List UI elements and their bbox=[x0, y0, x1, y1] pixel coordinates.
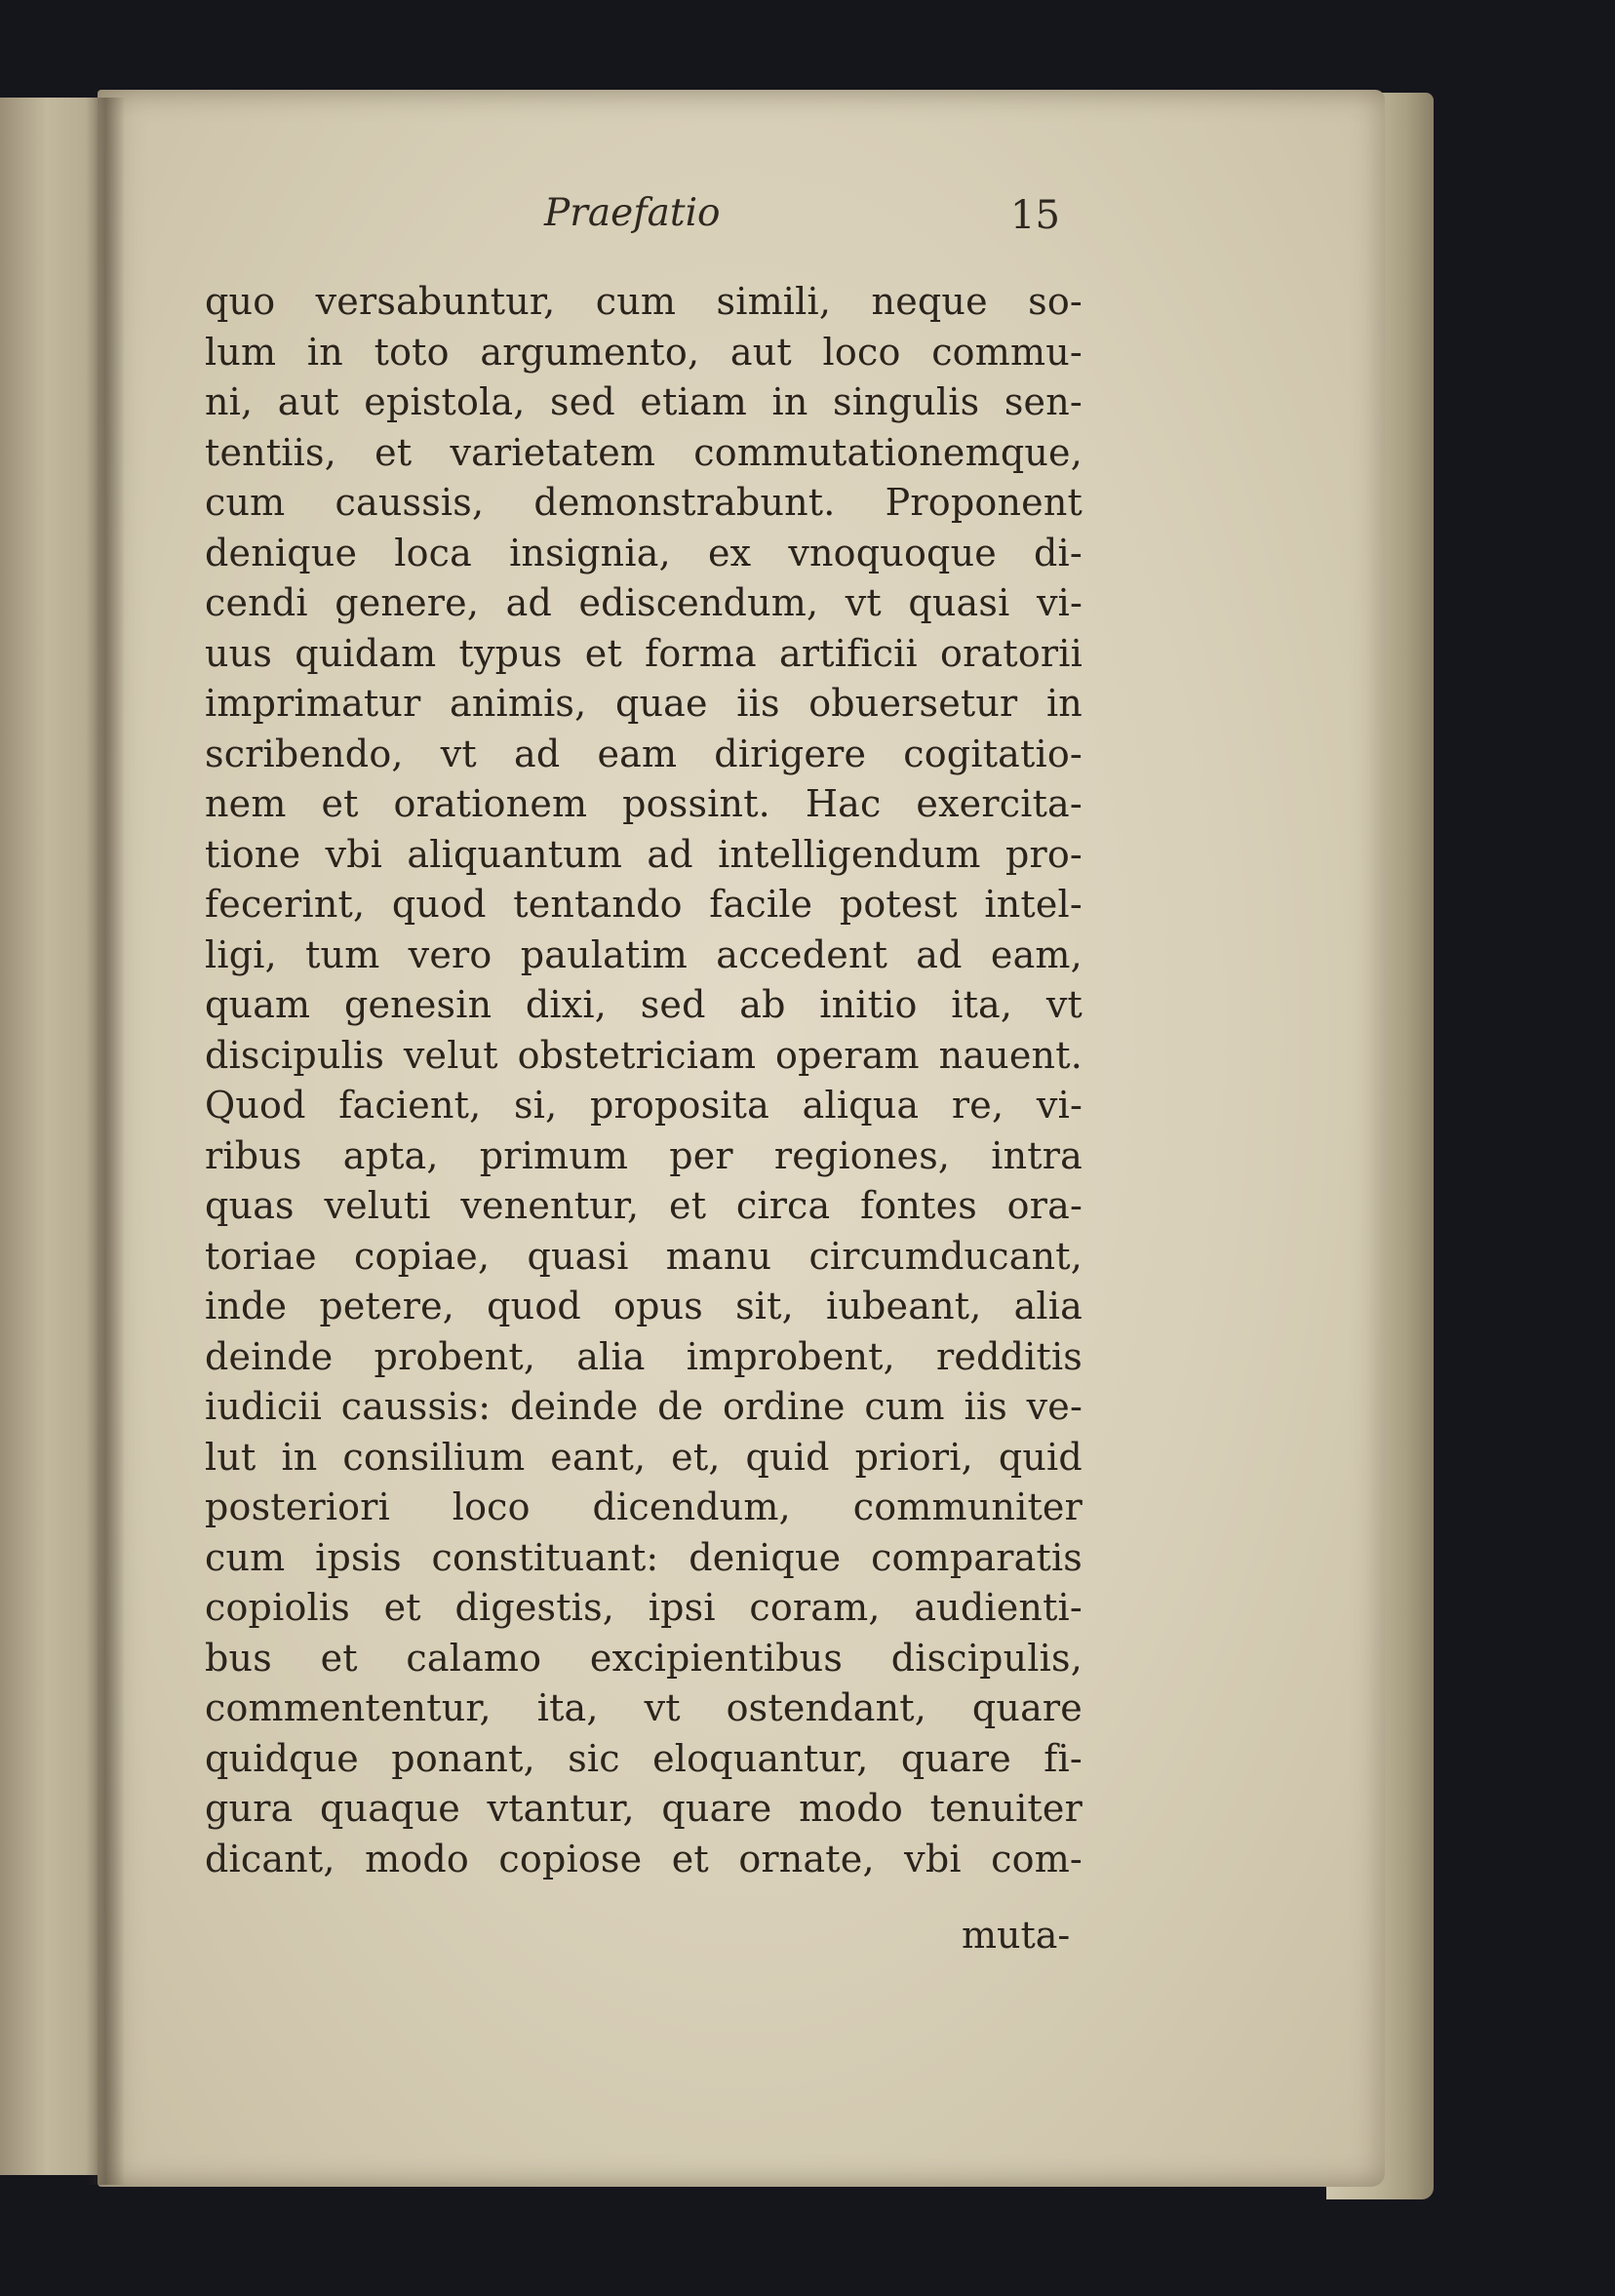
text-line: scribendo, vt ad eam dirigere cogitatio- bbox=[205, 732, 1083, 775]
text-line: quo versabuntur, cum simili, neque so- bbox=[205, 280, 1083, 323]
catchword: muta- bbox=[962, 1914, 1071, 1957]
text-line: quam genesin dixi, sed ab initio ita, vt bbox=[205, 983, 1083, 1026]
text-line: cum ipsis constituant: denique comparatis bbox=[205, 1535, 1083, 1579]
text-line: fecerint, quod tentando facile potest intel- bbox=[205, 883, 1083, 926]
text-line: inde petere, quod opus sit, iubeant, alia bbox=[205, 1285, 1083, 1327]
text-line: nem et orationem possint. Hac exercita- bbox=[205, 782, 1083, 825]
text-line: imprimatur animis, quae iis obuersetur in bbox=[205, 682, 1083, 725]
text-line: dicant, modo copiose et ornate, vbi com- bbox=[205, 1837, 1083, 1880]
text-line: deinde probent, alia improbent, redditis bbox=[205, 1334, 1083, 1378]
text-line: copiolis et digestis, ipsi coram, audienti- bbox=[205, 1586, 1083, 1629]
body-text bbox=[205, 277, 1083, 1884]
text-line: iudicii caussis: deinde de ordine cum iis ve- bbox=[205, 1385, 1083, 1428]
text-line: discipulis velut obstetriciam operam nauent. bbox=[205, 1033, 1083, 1077]
text-line: toriae copiae, quasi manu circumducant, bbox=[205, 1234, 1083, 1278]
text-line: cum caussis, demonstrabunt. Proponent bbox=[205, 481, 1083, 524]
book-gutter bbox=[86, 98, 125, 2185]
running-head: Praefatio bbox=[544, 191, 721, 235]
text-line: quas veluti venentur, et circa fontes ora- bbox=[205, 1184, 1083, 1227]
text-line: ni, aut epistola, sed etiam in singulis sen- bbox=[205, 380, 1083, 423]
text-line: uus quidam typus et forma artificii oratorii bbox=[205, 631, 1083, 675]
text-line: cendi genere, ad ediscendum, vt quasi vi- bbox=[205, 581, 1083, 624]
page-number: 15 bbox=[1010, 193, 1060, 238]
text-line: bus et calamo excipientibus discipulis, bbox=[205, 1636, 1083, 1680]
text-line: posteriori loco dicendum, communiter bbox=[205, 1485, 1083, 1528]
text-line: ribus apta, primum per regiones, intra bbox=[205, 1133, 1083, 1177]
text-line: tentiis, et varietatem commutationemque, bbox=[205, 430, 1083, 474]
text-line: denique loca insignia, ex vnoquoque di- bbox=[205, 531, 1083, 574]
text-line: gura quaque vtantur, quare modo tenuiter bbox=[205, 1787, 1083, 1830]
text-line: lut in consilium eant, et, quid priori, quid bbox=[205, 1435, 1083, 1479]
text-line: quidque ponant, sic eloquantur, quare fi- bbox=[205, 1736, 1083, 1780]
text-line: tione vbi aliquantum ad intelligendum pro- bbox=[205, 832, 1083, 876]
text-line: lum in toto argumento, aut loco commu- bbox=[205, 330, 1083, 374]
text-line: ligi, tum vero paulatim accedent ad eam, bbox=[205, 932, 1083, 976]
text-line: Quod facient, si, proposita aliqua re, vi- bbox=[205, 1084, 1083, 1127]
text-line: commententur, ita, vt ostendant, quare bbox=[205, 1686, 1083, 1729]
